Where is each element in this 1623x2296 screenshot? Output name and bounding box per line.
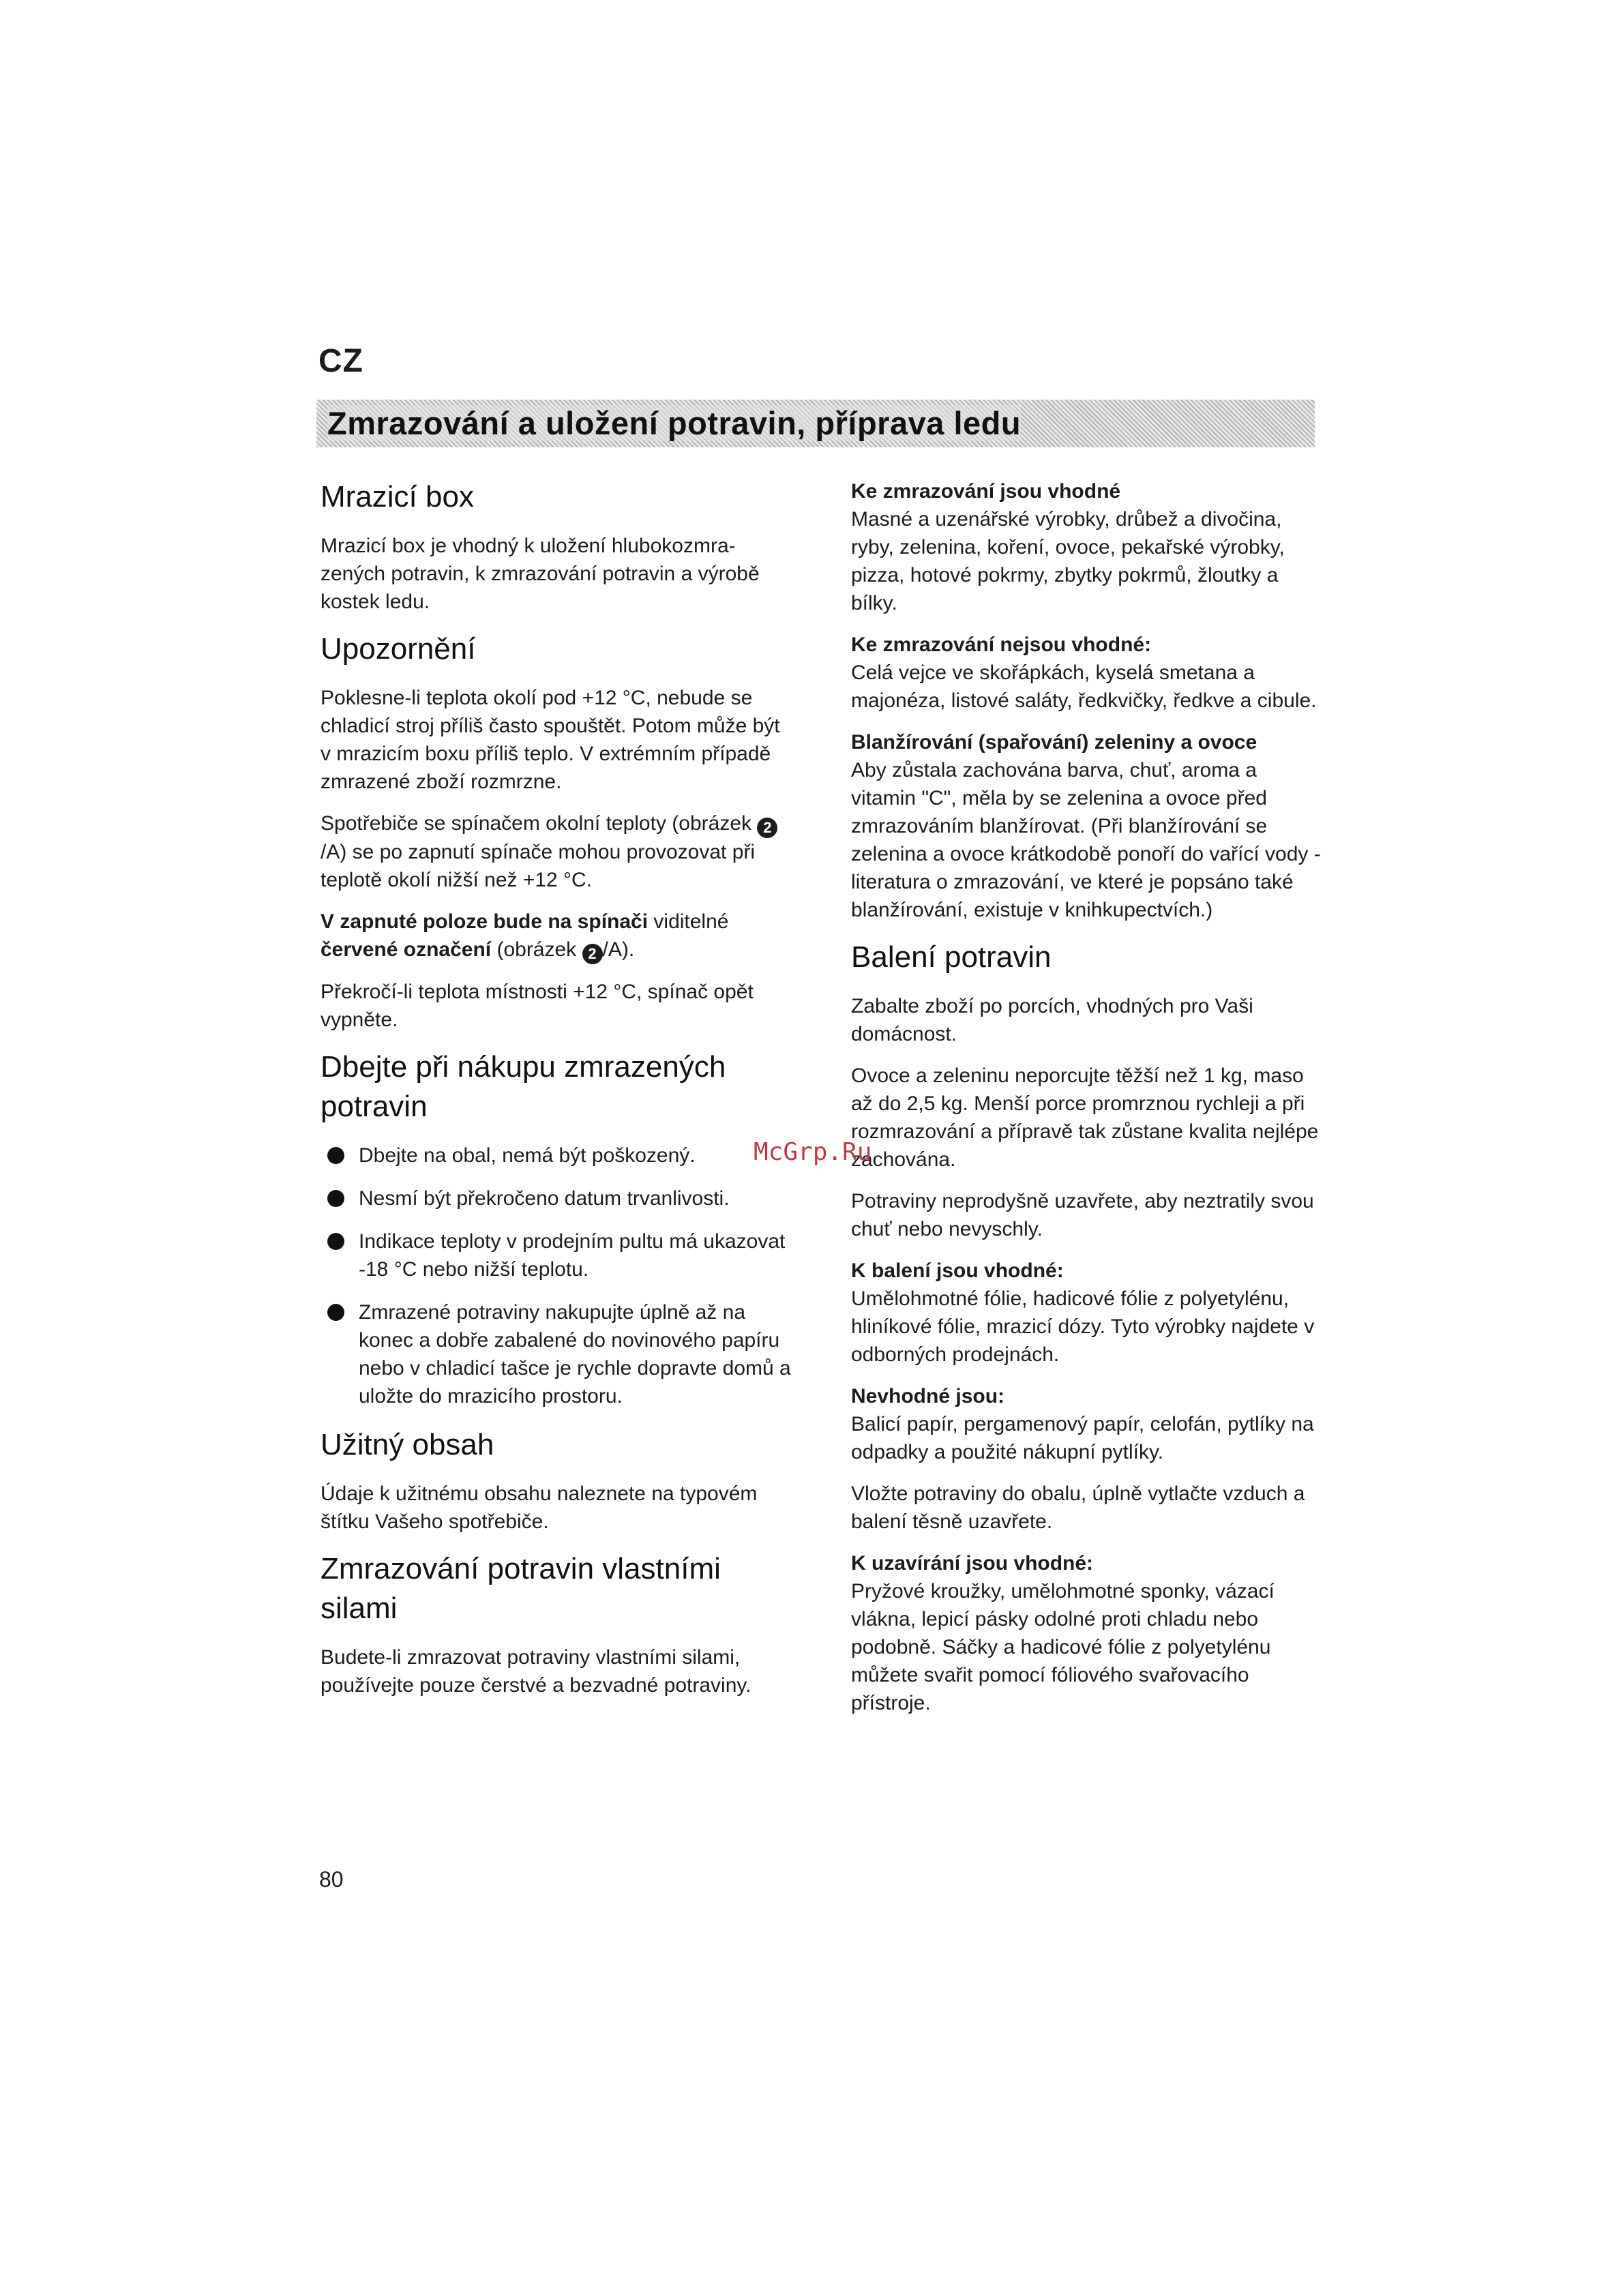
left-column <box>321 477 791 1713</box>
figure-number-badge: 2 <box>757 818 777 838</box>
paragraph-switch-position <box>321 908 791 964</box>
list-item-text: Indikace teploty v prodejním pultu má ukazovat -18 °C nebo nižší teplotu. <box>359 1230 786 1281</box>
bullet-icon <box>327 1147 344 1164</box>
paragraph: Balicí papír, pergamenový papír, celofán, pytlíky na odpadky a použité nákupní pytlíky. <box>851 1413 1314 1463</box>
page-number: 80 <box>319 1867 344 1892</box>
bullet-icon <box>327 1190 344 1207</box>
text-run: /A). <box>602 938 635 961</box>
text-run: /A) se po zapnutí spínače mohou provozovat při teplotě okolí nižší než +12 °C. <box>321 841 756 891</box>
bullet-icon <box>327 1304 344 1321</box>
right-column <box>851 477 1322 1731</box>
section-title: Mrazicí box <box>321 480 474 513</box>
paragraph: Umělohmotné fólie, hadicové fólie z polyetylénu, hliníkové fólie, mrazicí dózy. Tyto výrobky najdete v odborných prodejnách. <box>851 1287 1315 1366</box>
paragraph: Údaje k užitnému obsahu naleznete na typovém štítku Vašeho spotřebiče. <box>321 1482 758 1533</box>
section-title: Dbejte při nákupu zmrazených potravin <box>321 1050 726 1123</box>
bullet-list <box>321 1142 791 1410</box>
list-item-text: Zmrazené potraviny nakupujte úplně až na konec a dobře zabalené do novinového papíru nebo v chladicí tašce je rychle dopravte domů a uložte do mrazicího prostoru. <box>359 1301 791 1407</box>
section-title: Upozornění <box>321 632 476 666</box>
text-run: (obrázek <box>491 938 582 961</box>
block-suitable-closures <box>851 1549 1322 1717</box>
paragraph-switch <box>321 809 791 894</box>
chapter-title: Zmrazování a uložení potravin, příprava ledu <box>327 405 1022 441</box>
section-title: Užitný obsah <box>321 1428 494 1461</box>
paragraph: Vložte potraviny do obalu, úplně vytlačte vzduch a balení těsně uzavřete. <box>851 1482 1305 1533</box>
watermark: McGrp.Ru <box>754 1138 872 1166</box>
list-item <box>321 1227 791 1283</box>
section-packaging <box>851 938 1322 1243</box>
paragraph: Pryžové kroužky, umělohmotné sponky, vázací vlákna, lepicí pásky odolné proti chladu nebo podobně. Sáčky a hadicové fólie z polyetylénu můžete svařit pomocí fóliového svařovacího přístroje. <box>851 1580 1275 1714</box>
paragraph: Zabalte zboží po porcích, vhodných pro Vaši domácnost. <box>851 995 1253 1045</box>
chapter-title-banner <box>316 400 1315 447</box>
paragraph: Budete-li zmrazovat potraviny vlastními silami, používejte pouze čerstvé a bezvadné potraviny. <box>321 1646 751 1697</box>
list-item-text: Dbejte na obal, nemá být poškozený. <box>359 1144 696 1167</box>
paragraph: Mrazicí box je vhodný k uložení hlubokozmrazených potravin, k zmrazování potravin a výrobě kostek ledu. <box>321 535 760 613</box>
paragraph: Ovoce a zeleninu neporcujte těžší než 1 kg, maso až do 2,5 kg. Menší porce promrznou rychleji a při rozmrazování a přípravě tak zůstane kvalita nejlépe zachována. <box>851 1064 1319 1171</box>
subheading: K uzavírání jsou vhodné: <box>851 1552 1094 1575</box>
section-shopping <box>321 1047 791 1410</box>
subheading: Ke zmrazování nejsou vhodné: <box>851 633 1152 656</box>
section-title: Balení potravin <box>851 940 1052 974</box>
text-run: viditelné <box>648 910 729 933</box>
section-usable-capacity <box>321 1425 791 1536</box>
subheading: Nevhodné jsou: <box>851 1385 1005 1407</box>
section-home-freezing <box>321 1549 791 1699</box>
paragraph: Poklesne-li teplota okolí pod +12 °C, nebude se chladicí stroj příliš často spouštět. Potom může být v mrazicím boxu příliš teplo. V extrémním případě zmrazené zboží rozmrzne. <box>321 687 780 793</box>
bold-text: V zapnuté poloze bude na spínači <box>321 910 649 933</box>
language-code: CZ <box>318 343 363 379</box>
list-item <box>321 1184 791 1212</box>
paragraph: Překročí-li teplota místnosti +12 °C, spínač opět vypněte. <box>321 981 754 1031</box>
subheading: Blanžírování (spařování) zeleniny a ovoce <box>851 731 1257 754</box>
subheading: K balení jsou vhodné: <box>851 1259 1064 1282</box>
text-run: Spotřebiče se spínačem okolní teploty (obrázek <box>321 812 758 835</box>
paragraph: Potraviny neprodyšně uzavřete, aby neztratily svou chuť nebo nevyschly. <box>851 1190 1314 1240</box>
paragraph: Aby zůstala zachována barva, chuť, aroma a vitamin "C", měla by se zelenina a ovoce před zmrazováním blanžírovat. (Při blanžírování se zelenina a ovoce krátkodobě ponoří do vařící vody - literatura o zmrazování, ve které je popsáno také blanžírování, existuje v knihkupectvích.) <box>851 759 1321 921</box>
figure-number-badge: 2 <box>582 944 603 964</box>
paragraph: Masné a uzenářské výrobky, drůbež a divočina, ryby, zelenina, koření, ovoce, pekařské výrobky, pizza, hotové pokrmy, zbytky pokrmů, žloutky a bílky. <box>851 508 1285 614</box>
section-title: Zmrazování potravin vlastními silami <box>321 1552 721 1625</box>
block-blanching <box>851 728 1322 924</box>
paragraph: Celá vejce ve skořápkách, kyselá smetana a majonéza, listové saláty, ředkvičky, ředkve a cibule. <box>851 661 1317 712</box>
block-suitable-for-freezing <box>851 477 1322 617</box>
block-unsuitable-for-freezing <box>851 631 1322 715</box>
list-item <box>321 1298 791 1410</box>
bullet-icon <box>327 1233 344 1250</box>
list-item <box>321 1142 791 1169</box>
block-unsuitable-packaging <box>851 1382 1322 1466</box>
block-suitable-packaging <box>851 1257 1322 1369</box>
subheading: Ke zmrazování jsou vhodné <box>851 480 1121 503</box>
section-freezer-box <box>321 477 791 616</box>
bold-text: červené označení <box>321 938 492 961</box>
list-item-text: Nesmí být překročeno datum trvanlivosti. <box>359 1187 730 1210</box>
section-warning <box>321 629 791 1034</box>
